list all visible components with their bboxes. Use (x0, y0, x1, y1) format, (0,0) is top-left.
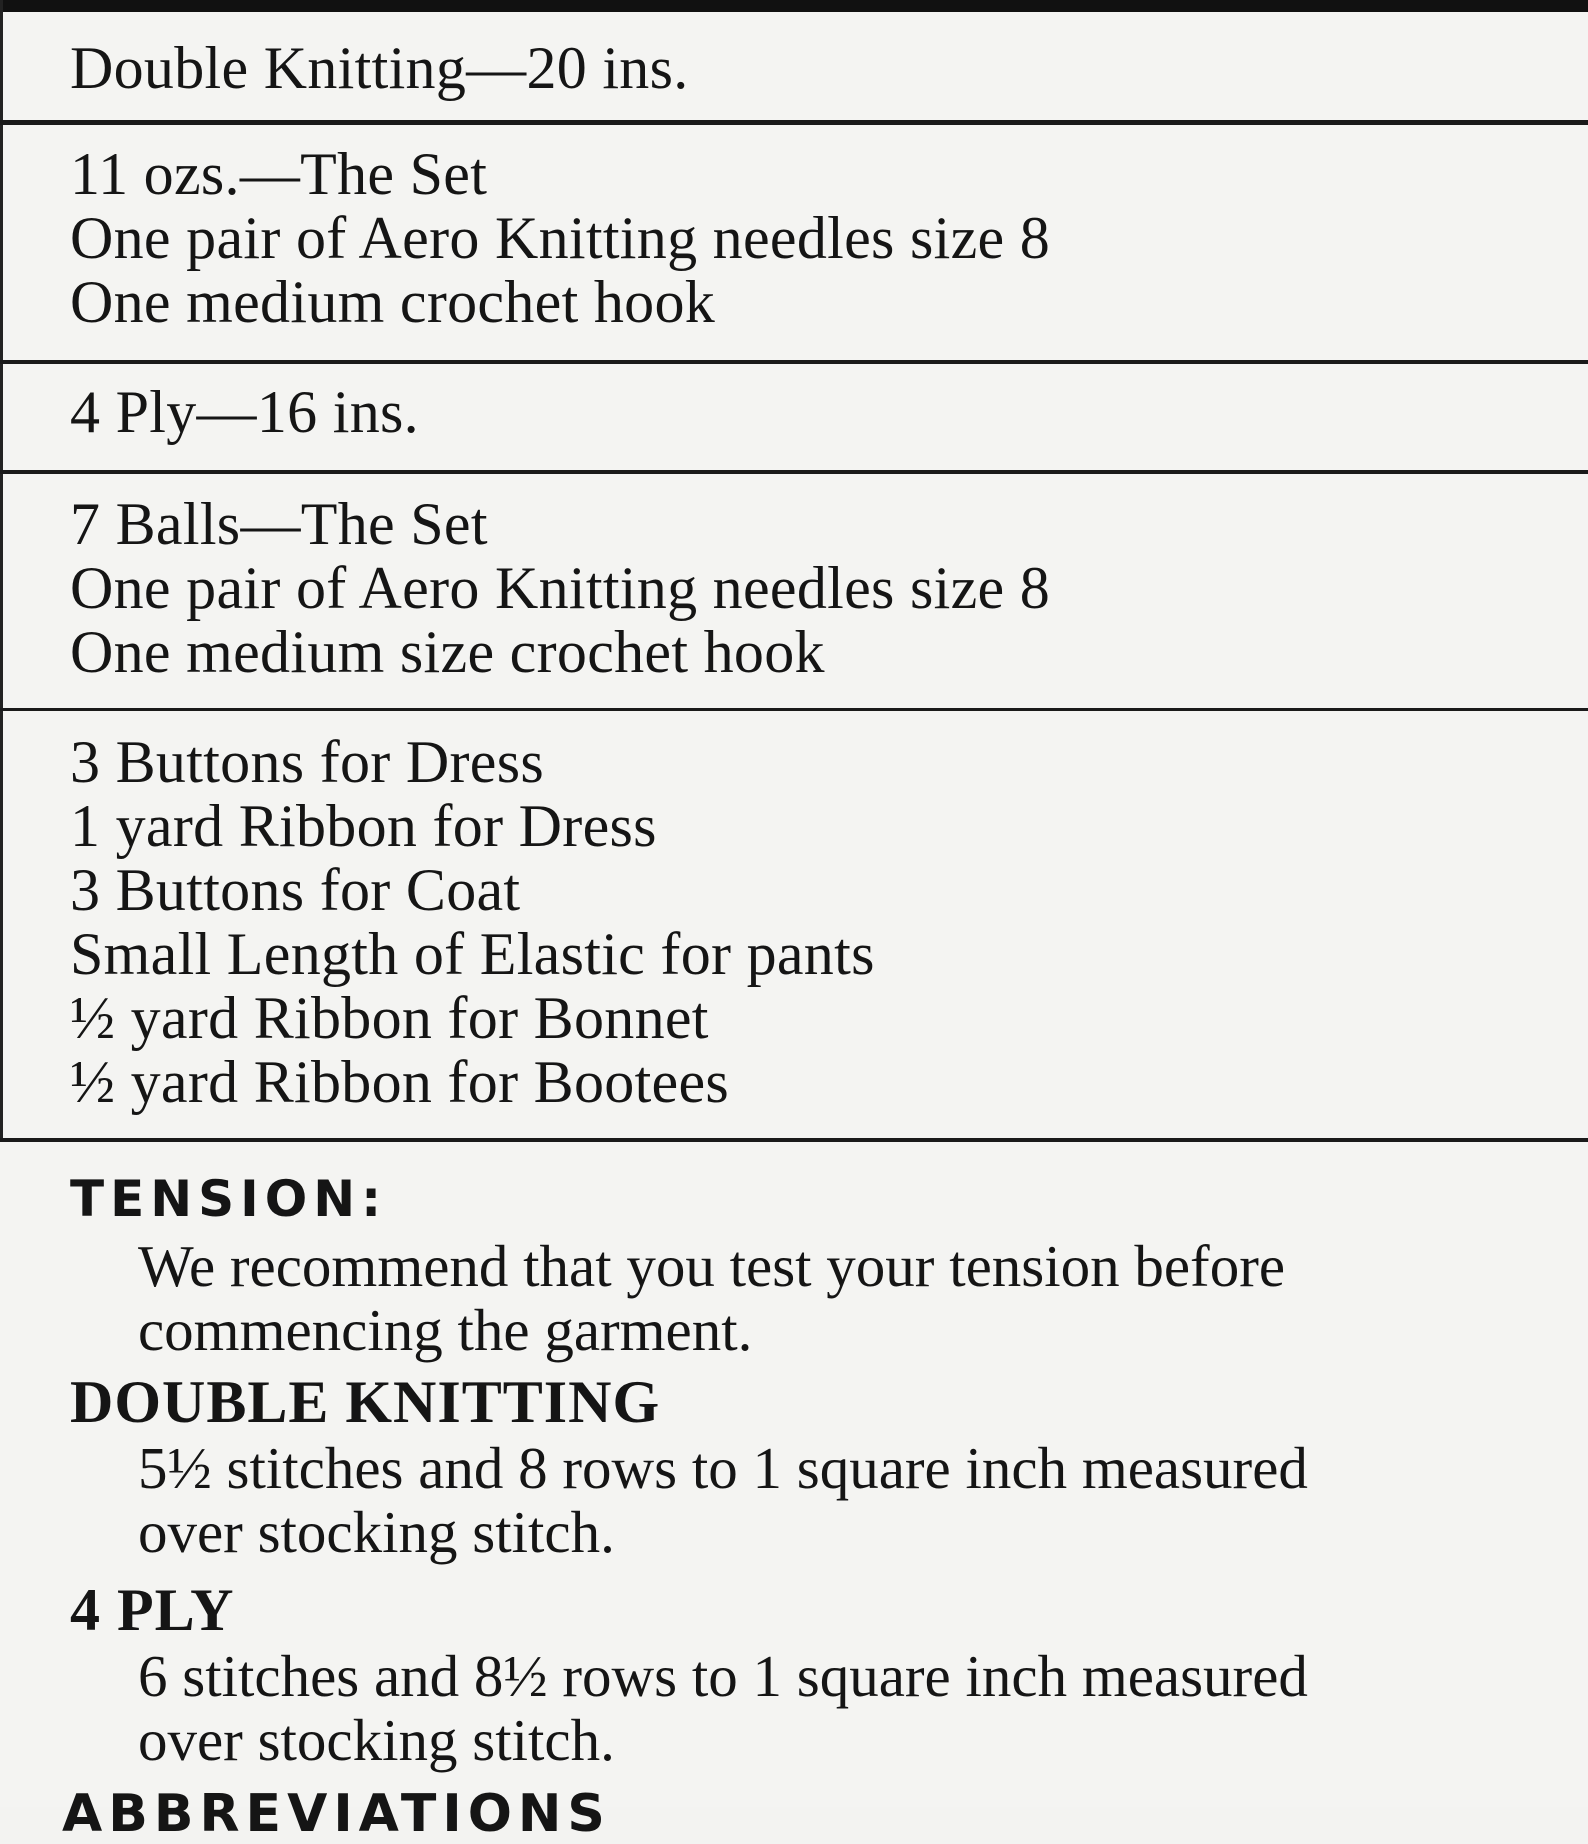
tension-heading: TENSION: (70, 1170, 388, 1228)
ply-tension-heading: 4 PLY (70, 1577, 235, 1643)
dk-materials-line: 11 ozs.—The Set (70, 141, 488, 207)
divider (0, 120, 1588, 125)
trimmings-section (70, 730, 1548, 1114)
abbreviations-heading-cutoff (62, 1784, 962, 1844)
ply-size-section (70, 380, 1548, 444)
divider (0, 708, 1588, 711)
dk-tension-line: 5½ stitches and 8 rows to 1 square inch measured (138, 1435, 1308, 1501)
ply-tension-line: 6 stitches and 8½ rows to 1 square inch measured (138, 1643, 1308, 1709)
ply-size-line: 4 Ply—16 ins. (70, 379, 419, 445)
trimming-line: 1 yard Ribbon for Dress (70, 793, 657, 859)
trimming-line: Small Length of Elastic for pants (70, 921, 875, 987)
divider (0, 360, 1588, 364)
ply-tension-line: over stocking stitch. (138, 1707, 615, 1773)
trimming-line: ½ yard Ribbon for Bootees (70, 1049, 730, 1115)
dk-size-section (70, 36, 1548, 100)
ply-materials-line: 7 Balls—The Set (70, 491, 488, 557)
ply-materials-line: One pair of Aero Knitting needles size 8 (70, 555, 1051, 621)
dk-materials-line: One medium crochet hook (70, 269, 716, 335)
tension-section (70, 1164, 1548, 1772)
trimming-line: ½ yard Ribbon for Bonnet (70, 985, 709, 1051)
tension-intro-line: commencing the garment. (138, 1297, 753, 1363)
ply-materials-section (70, 492, 1548, 684)
dk-materials-line: One pair of Aero Knitting needles size 8 (70, 205, 1051, 271)
trimming-line: 3 Buttons for Coat (70, 857, 521, 923)
dk-size-line: Double Knitting—20 ins. (70, 35, 689, 101)
top-border (0, 0, 1588, 12)
abbreviations-heading: ABBREVIATIONS (62, 1784, 611, 1844)
dk-materials-section (70, 142, 1548, 334)
trimming-line: 3 Buttons for Dress (70, 729, 545, 795)
dk-tension-heading: DOUBLE KNITTING (70, 1369, 661, 1435)
left-border (0, 0, 3, 1140)
ply-materials-line: One medium size crochet hook (70, 619, 825, 685)
dk-tension-line: over stocking stitch. (138, 1499, 615, 1565)
tension-intro-line: We recommend that you test your tension before (138, 1233, 1286, 1299)
divider (0, 1138, 1588, 1142)
divider (0, 470, 1588, 474)
